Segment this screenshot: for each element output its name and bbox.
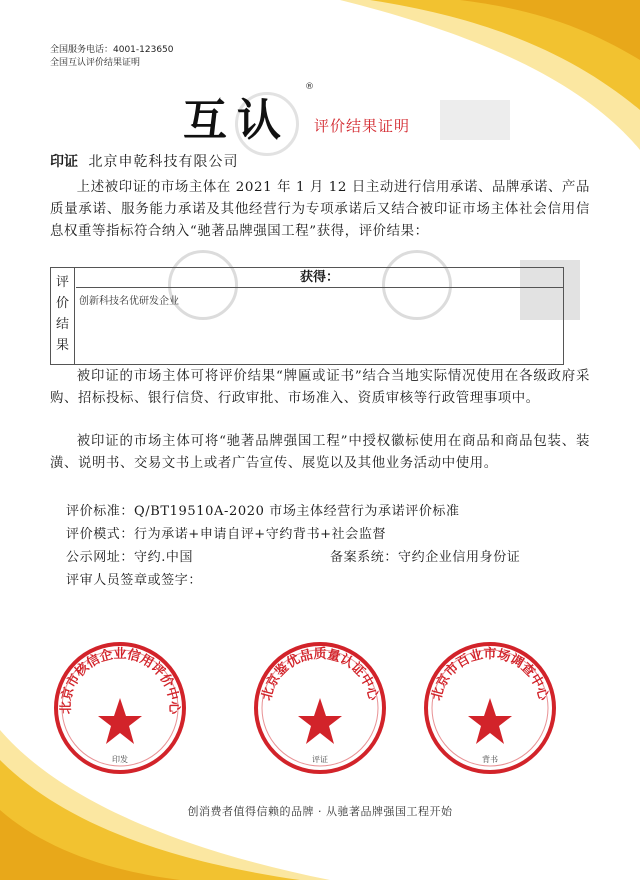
document-kind: 全国互认评价结果证明 bbox=[50, 58, 141, 68]
result-table bbox=[50, 267, 564, 365]
document-subtitle: 评价结果证明 bbox=[314, 117, 411, 135]
label-char: 评 bbox=[55, 275, 69, 290]
label-char: 结 bbox=[55, 317, 69, 332]
seal-ring-text: 北京市百业市场调查中心 bbox=[429, 646, 551, 703]
seal-endorse bbox=[422, 640, 558, 776]
info-website: 公示网址：守约.中国 bbox=[66, 550, 194, 565]
watermark-tile-top bbox=[440, 100, 510, 140]
info-filing-system: 备案系统：守约企业信用身份证 bbox=[330, 550, 521, 565]
seal-issue bbox=[52, 640, 188, 776]
seal-role: 评证 bbox=[312, 755, 328, 764]
recipient-label: 印证 bbox=[50, 154, 78, 170]
paragraph-usage-plaque: 被印证的市场主体可将评价结果“牌匾或证书”结合当地实际情况使用在各级政府采购、招标投标、银行信贷、行政审批、市场准入、资质审核等行政管理事项中。 bbox=[50, 369, 590, 406]
logo-wordmark: 互认 bbox=[183, 95, 291, 146]
seal-ring-text: 北京市核信企业信用评价中心 bbox=[58, 646, 182, 715]
label-char: 价 bbox=[55, 296, 69, 311]
recipient-name: 北京申乾科技有限公司 bbox=[88, 154, 239, 170]
seal-role: 印发 bbox=[112, 755, 128, 764]
paragraph-usage-logo: 被印证的市场主体可将“驰著品牌强国工程”中授权徽标使用在商品和商品包装、装潢、说明书、交易文书上或者广告宣传、展览以及其他业务活动中使用。 bbox=[50, 434, 590, 471]
header-text bbox=[50, 44, 174, 70]
info-standard: 评价标准：Q/BT19510A-2020 市场主体经营行为承诺评价标准 bbox=[66, 504, 460, 519]
service-hotline: 全国服务电话：4001-123650 bbox=[50, 45, 174, 55]
paragraph-commitment: 上述被印证的市场主体在 2021 年 1 月 12 日主动进行信用承诺、品牌承诺、产品质量承诺、服务能力承诺及其他经营行为专项承诺后又结合被印证市场主体社会信用信息权重等指标符合纳入“驰著品牌强国工程”获得，评价结果： bbox=[50, 180, 590, 239]
info-signature: 评审人员签章或签字： bbox=[66, 573, 203, 588]
result-table-label bbox=[51, 268, 75, 364]
seal-role: 背书 bbox=[482, 755, 498, 764]
seal-certify bbox=[252, 640, 388, 776]
info-mode: 评价模式：行为承诺+申请自评+守约背书+社会监督 bbox=[66, 527, 387, 542]
seal-ring-text: 北京鉴优品质量认证中心 bbox=[259, 646, 381, 703]
result-table-item: 创新科技名优研发企业 bbox=[79, 296, 179, 307]
result-table-heading: 获得： bbox=[76, 268, 563, 288]
registered-mark: ® bbox=[305, 82, 314, 92]
label-char: 果 bbox=[55, 338, 69, 353]
footer-slogan: 创消费者值得信赖的品牌 · 从驰著品牌强国工程开始 bbox=[187, 805, 453, 818]
recipient-line bbox=[50, 151, 238, 171]
